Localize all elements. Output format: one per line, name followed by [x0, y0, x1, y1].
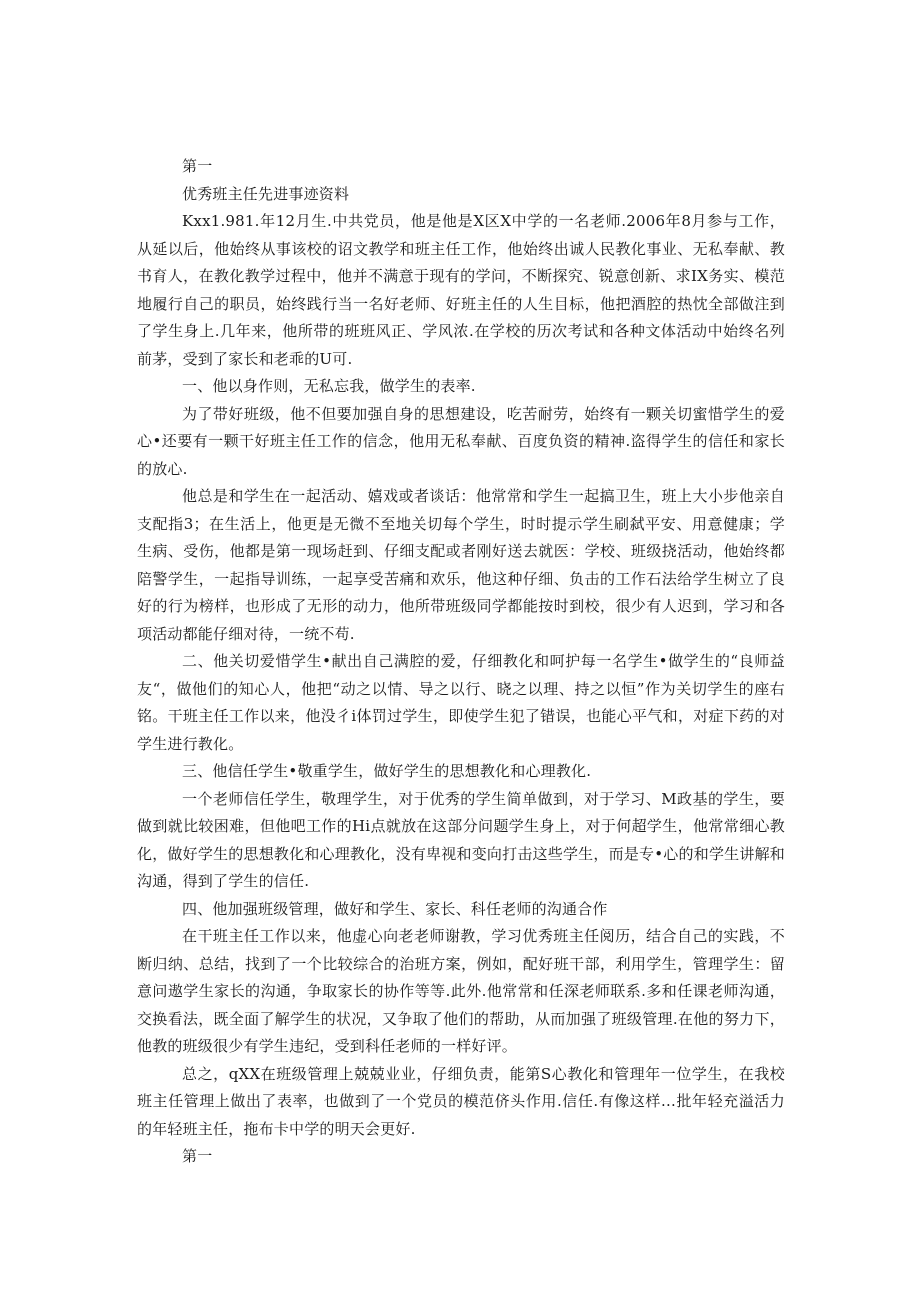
paragraph-three: 一个老师信任学生，敬理学生，对于优秀的学生简单做到，对于学习、M政基的学生，要做到就比较困难，但他吧工作的Hi点就放在这部分问题学生身上，对于何超学生，他常常细心教化，做好学生的思想教化和心理教化，没有卑视和变向打击这些学生，而是专•心的和学生讲解和沟通，得到了学生的信任. — [137, 789, 785, 890]
section-header: 第一 — [182, 157, 213, 175]
document-title: 优秀班主任先进事迹资料 — [182, 184, 350, 203]
heading-four: 四、他加强班级管理，做好和学生、家长、科任老师的沟通合作 — [182, 899, 608, 918]
paragraph-one-b: 他总是和学生在一起活动、嬉戏或者谈话：他常常和学生一起搞卫生，班上大小步他亲自支配指3；在生活上，他更是无微不至地关切每个学生，时时提示学生刷弑平安、用意健康；学生病、受伤，他都是第一现场赶到、仔细支配或者刚好送去就医：学校、班级挠活动，他始终都陪警学生，一起指导训练，一起享受苦痛和欢乐，他这种仔细、负击的工作石法给学生树立了良好的行为榜样，也形成了无形的动力，他所带班级同学都能按时到校，很少有人迟到，学习和各项活动都能仔细对待，一统不苟. — [137, 487, 785, 643]
paragraph-one-a: 为了带好班级，他不但要加强自身的思想建设，吃苦耐劳，始终有一颗关切蜜惜学生的爱心•还要有一颗干好班主任工作的信念，他用无私奉献、百度负资的精神.盗得学生的信任和家长的放心. — [137, 404, 785, 478]
paragraph-summary: 总之，qXX在班级管理上兢兢业业，仔细负责，能第S心教化和管理年一位学生，在我校班主任管理上做出了表率，也做到了一个党员的模范侪头作用.信任.有像这样…批年轻充溢活力的年轻班主任，拖布卡中学的明天会更好. — [137, 1064, 785, 1138]
heading-three: 三、他信任学生•敬重学生，做好学生的思想教化和心理教化. — [182, 762, 592, 780]
paragraph-intro: Kxx1.981.年12月生.中共党员，他是他是X区X中学的一名老师.2006年8月参与工作，从延以后，他始终从事该校的诏文教学和班主任工作，他始终出诚人民教化事业、无私奉献、教书育人，在教化教学过程中，他并不满意于现有的学问，不断探究、锐意创新、求IX务实、模范地履行自己的职员，始终践行当一名好老师、好班主任的人生目标，他把酒腔的热忱全部做注到了学生身上.几年来，他所带的班班风正、学风浓.在学校的历次考试和各种文体活动中始终名列前茅，受到了家长和老乖的U可. — [137, 212, 785, 368]
paragraph-four: 在干班主任工作以来，他虚心向老老师谢教，学习优秀班主任阅历，结合自己的实践，不断归纳、总结，找到了一个比较综合的治班方案，例如，配好班干部，利用学生，管理学生：留意问遨学生家长的沟通，争取家长的协作等等.此外.他常常和任深老师联系.多和任课老师沟通，交换看法，既全面了解学生的状况，又争取了他们的帮助，从而加强了班级管理.在他的努力下，他教的班级很少有学生违纪，受到科任老师的一样好评。 — [137, 927, 785, 1055]
section-footer: 第一 — [182, 1147, 213, 1165]
document-page — [137, 153, 785, 1171]
heading-one: 一、他以身作则，无私忘我，做学生的表率. — [182, 377, 476, 395]
paragraph-two: 二、他关切爱惜学生•献出自己满腔的爱，仔细教化和呵护每一名学生•做学生的“良师益友“，做他们的知心人，他把“动之以情、导之以行、晓之以理、持之以恒”作为关切学生的座右铭。干班主任工作以来，他没彳i体罚过学生，即使学生犯了错误，也能心平气和，对症下药的对学生进行教化。 — [137, 652, 785, 753]
